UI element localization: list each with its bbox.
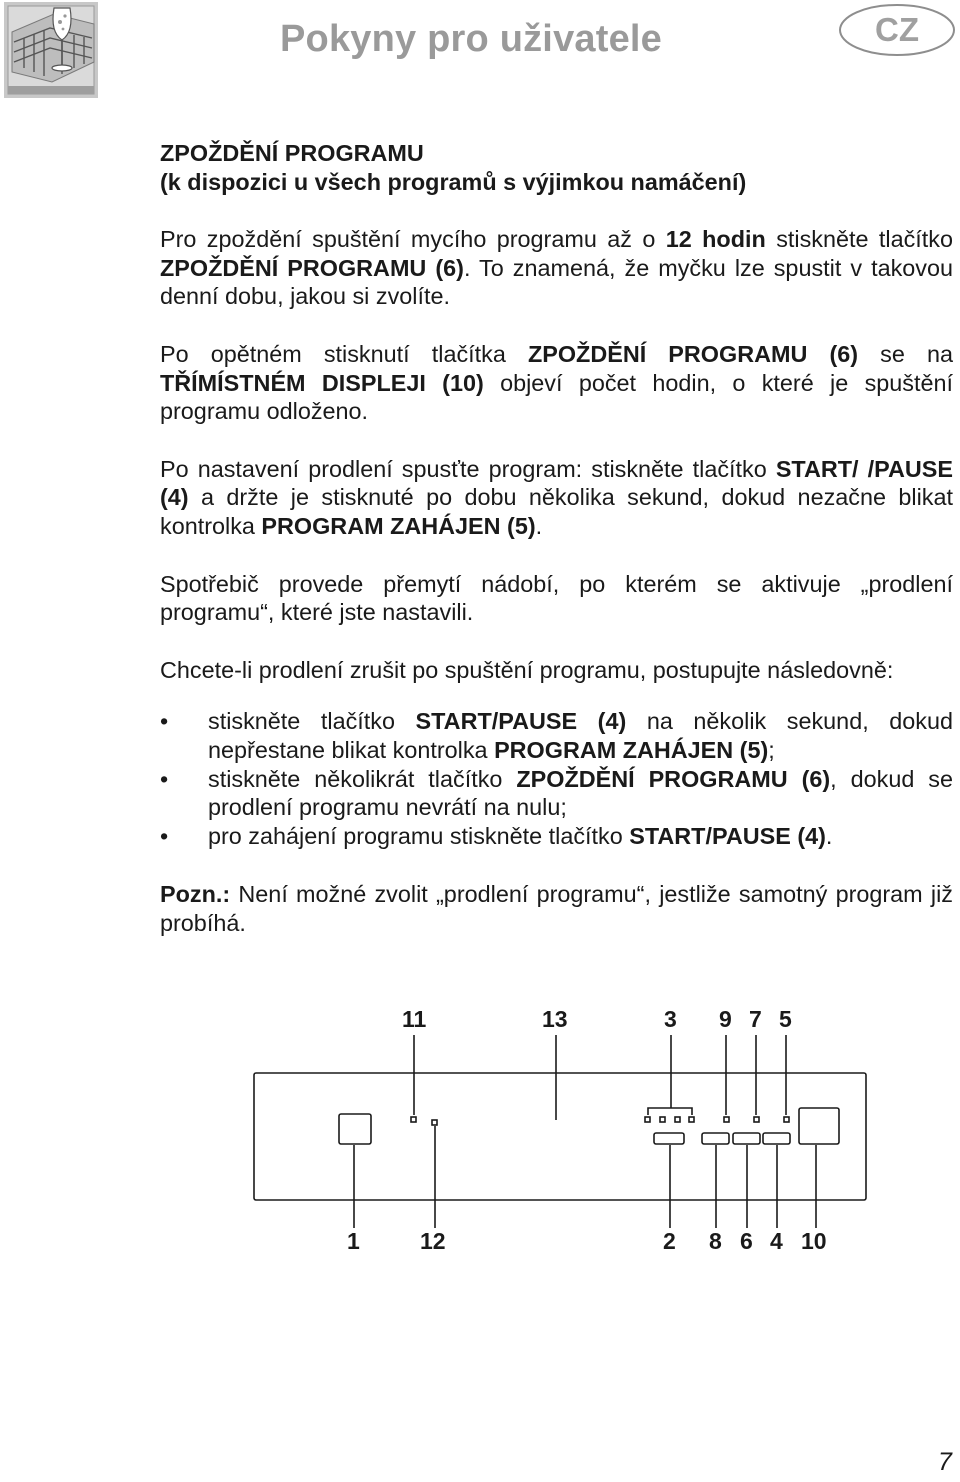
cancel-steps-list	[160, 707, 953, 850]
list-item	[160, 765, 953, 822]
figure-label-10: 10	[801, 1228, 827, 1254]
p2-text-3: objeví počet hodin, o které je spuštění programu odloženo.	[160, 369, 953, 425]
p3-text-2: a držte je stisknuté po dobu několika sekund, dokud nezačne blikat kontrolka	[160, 484, 953, 539]
paragraph-display-hours	[160, 340, 953, 426]
p2-text-1: Po opětném stisknutí tlačítka	[160, 340, 528, 367]
step3-bold-1: START/PAUSE (4)	[629, 822, 826, 849]
step1-bold-1: START/PAUSE (4)	[415, 708, 627, 735]
step3-text-1: pro zahájení programu stiskněte tlačítko	[208, 822, 630, 849]
paragraph-note	[160, 880, 953, 937]
language-code: CZ	[875, 11, 919, 48]
p1-text-1: Pro zpoždění spuštění mycího programu až o	[160, 226, 666, 253]
step2-bold-1: ZPOŽDĚNÍ PROGRAMU (6)	[516, 765, 831, 792]
indicator-led-5	[784, 1117, 789, 1122]
figure-label-1: 1	[347, 1228, 360, 1254]
paragraph-start-program	[160, 455, 953, 541]
paragraph-cancel-intro: Chcete-li prodlení zrušit po spuštění programu, postupujte následovně:	[160, 656, 894, 683]
control-panel-diagram	[240, 1000, 880, 1270]
paragraph-delay-intro	[160, 225, 953, 311]
button-8	[702, 1133, 729, 1144]
bracket-3	[648, 1108, 692, 1115]
figure-label-2: 2	[663, 1228, 676, 1254]
p1-bold-2: ZPOŽDĚNÍ PROGRAMU (6)	[160, 254, 464, 281]
page-number: 7	[938, 1448, 952, 1476]
p2-bold-2: TŘÍMÍSTNÉM DISPLEJI (10)	[160, 369, 484, 396]
list-item	[160, 822, 953, 851]
step1-text-2: na několik sekund, dokud nepřestane blikat kontrolka	[208, 708, 953, 763]
step3-text-2: .	[825, 822, 833, 849]
indicator-led-12	[432, 1120, 437, 1125]
figure-label-4: 4	[770, 1228, 783, 1254]
section-heading-title: ZPOŽDĚNÍ PROGRAMU	[160, 140, 424, 166]
paragraph-prewash: Spotřebič provede přemytí nádobí, po kterém se aktivuje „prodlení programu“, které jste nastavili.	[160, 570, 953, 626]
bullet: •	[160, 708, 169, 735]
step1-text-3: ;	[768, 736, 775, 763]
dishwasher-logo-icon	[4, 2, 98, 98]
language-badge	[838, 3, 956, 57]
figure-label-7: 7	[749, 1006, 762, 1032]
p1-text-2: stiskněte tlačítko	[765, 226, 953, 253]
indicator-led-7	[754, 1117, 759, 1122]
figure-label-12: 12	[420, 1228, 446, 1254]
indicator-led-3a	[645, 1117, 650, 1122]
p1-bold-1: 12 hodin	[665, 226, 766, 253]
figure-label-13: 13	[542, 1006, 568, 1032]
section-heading	[160, 139, 953, 196]
p3-text-1: Po nastavení prodlení spusťte program: stiskněte tlačítko	[160, 455, 776, 482]
p3-bold-2: PROGRAM ZAHÁJEN (5)	[261, 512, 536, 539]
figure-label-11: 11	[402, 1006, 427, 1032]
figure-label-8: 8	[709, 1228, 722, 1254]
control-panel-drawing	[240, 1000, 880, 1270]
indicator-led-3b	[660, 1117, 665, 1122]
note-label: Pozn.:	[160, 881, 231, 908]
p3-text-3: .	[535, 512, 543, 539]
indicator-led-9	[724, 1117, 729, 1122]
indicator-led-11	[411, 1117, 416, 1122]
step1-bold-2: PROGRAM ZAHÁJEN (5)	[494, 736, 769, 763]
figure-label-5: 5	[779, 1006, 792, 1032]
p1-text-3: . To znamená, že myčku lze spustit v takovou denní dobu, jakou si zvolíte.	[160, 254, 953, 310]
figure-label-6: 6	[740, 1228, 753, 1254]
start-pause-button	[763, 1133, 790, 1144]
note-text: Není možné zvolit „prodlení programu“, jestliže samotný program již probíhá.	[160, 881, 953, 936]
section-heading-subtitle: (k dispozici u všech programů s výjimkou namáčení)	[160, 168, 747, 195]
p3-bold-1: START/ /PAUSE (4)	[160, 455, 953, 511]
figure-label-9: 9	[719, 1006, 732, 1032]
step2-text-1: stiskněte několikrát tlačítko	[208, 765, 517, 792]
bullet: •	[160, 822, 169, 849]
main-switch-button	[339, 1114, 371, 1144]
step1-text-1: stiskněte tlačítko	[208, 708, 416, 735]
indicator-led-3d	[689, 1117, 694, 1122]
display-10	[799, 1108, 839, 1144]
p2-text-2: se na	[858, 340, 953, 367]
figure-label-3: 3	[664, 1006, 677, 1032]
program-button	[654, 1133, 684, 1144]
page-title: Pokyny pro uživatele	[280, 18, 663, 60]
list-item	[160, 707, 953, 764]
p2-bold-1: ZPOŽDĚNÍ PROGRAMU (6)	[527, 340, 859, 367]
delay-button	[733, 1133, 760, 1144]
panel-outline	[254, 1073, 866, 1200]
step2-text-2: , dokud se prodlení programu nevrátí na nulu;	[208, 765, 954, 821]
bullet: •	[160, 765, 169, 792]
instructions-content	[160, 139, 953, 966]
indicator-led-3c	[675, 1117, 680, 1122]
